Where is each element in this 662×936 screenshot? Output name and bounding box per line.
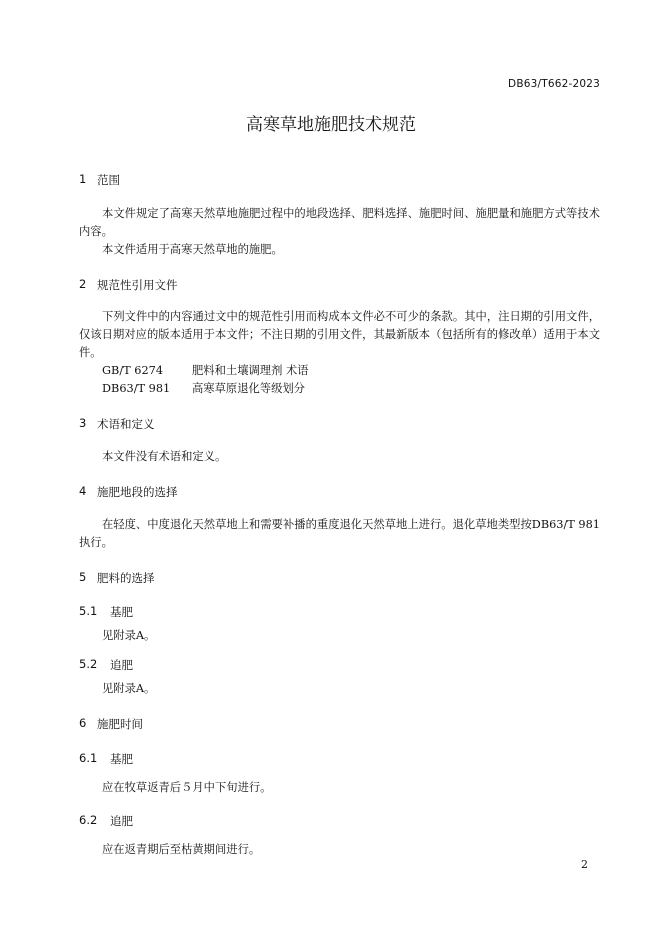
paragraph: 本文件没有术语和定义。 bbox=[102, 450, 227, 463]
section-title: 规范性引用文件 bbox=[97, 278, 178, 292]
section-number: 5.2 bbox=[79, 657, 98, 671]
subsection-heading-5-2 bbox=[79, 657, 133, 673]
section-number: 3 bbox=[79, 416, 87, 430]
paragraph: 见附录A。 bbox=[102, 629, 156, 642]
section-number: 6.2 bbox=[79, 813, 98, 827]
reference-item bbox=[102, 380, 305, 398]
reference-name: 高寒草原退化等级划分 bbox=[192, 382, 305, 395]
page-number: 2 bbox=[581, 858, 588, 871]
reference-name: 肥料和土壤调理剂 术语 bbox=[192, 364, 309, 377]
page-title: 高寒草地施肥技术规范 bbox=[246, 115, 416, 135]
section-heading-3 bbox=[79, 416, 155, 432]
reference-code: GB/T 6274 bbox=[102, 364, 164, 377]
subsection-heading-6-1 bbox=[79, 751, 133, 767]
section-number: 2 bbox=[79, 277, 87, 291]
section-title: 基肥 bbox=[110, 605, 133, 619]
paragraph: 应在返青期后至枯黄期间进行。 bbox=[102, 843, 261, 856]
reference-code: DB63/T 981 bbox=[102, 382, 171, 395]
subsection-heading-6-2 bbox=[79, 813, 133, 829]
paragraph: 在轻度、中度退化天然草地上和需要补播的重度退化天然草地上进行。退化草地类型按DB63/T 981执行。 bbox=[79, 518, 600, 549]
section-title: 术语和定义 bbox=[97, 417, 155, 431]
section-number: 5.1 bbox=[79, 604, 98, 618]
document-code: DB63/T662-2023 bbox=[508, 78, 600, 90]
reference-item bbox=[102, 362, 309, 380]
section-title: 肥料的选择 bbox=[97, 571, 155, 585]
section-heading-4 bbox=[79, 484, 178, 500]
paragraph: 本文件适用于高寒天然草地的施肥。 bbox=[102, 243, 283, 256]
paragraph: 本文件规定了高寒天然草地施肥过程中的地段选择、肥料选择、施肥时间、施肥量和施肥方式等技术内容。 bbox=[79, 207, 600, 238]
section-number: 4 bbox=[79, 484, 87, 498]
section-number: 1 bbox=[79, 172, 87, 186]
section-heading-2 bbox=[79, 277, 178, 293]
paragraph: 应在牧草返青后５月中下旬进行。 bbox=[102, 781, 272, 794]
section-number: 6 bbox=[79, 716, 87, 730]
section-title: 施肥地段的选择 bbox=[97, 485, 178, 499]
paragraph: 见附录A。 bbox=[102, 682, 156, 695]
paragraph: 下列文件中的内容通过文中的规范性引用而构成本文件必不可少的条款。其中，注日期的引用文件，仅该日期对应的版本适用于本文件；不注日期的引用文件，其最新版本（包括所有的修改单）适用于本文件。 bbox=[79, 310, 600, 359]
section-title: 追肥 bbox=[110, 658, 133, 672]
subsection-heading-5-1 bbox=[79, 604, 133, 620]
section-title: 追肥 bbox=[110, 814, 133, 828]
section-heading-1 bbox=[79, 172, 120, 188]
section-number: 6.1 bbox=[79, 751, 98, 765]
section-title: 施肥时间 bbox=[97, 717, 143, 731]
section-heading-6 bbox=[79, 716, 143, 732]
section-title: 基肥 bbox=[110, 752, 133, 766]
section-number: 5 bbox=[79, 570, 87, 584]
section-title: 范围 bbox=[97, 173, 120, 187]
section-heading-5 bbox=[79, 570, 155, 586]
